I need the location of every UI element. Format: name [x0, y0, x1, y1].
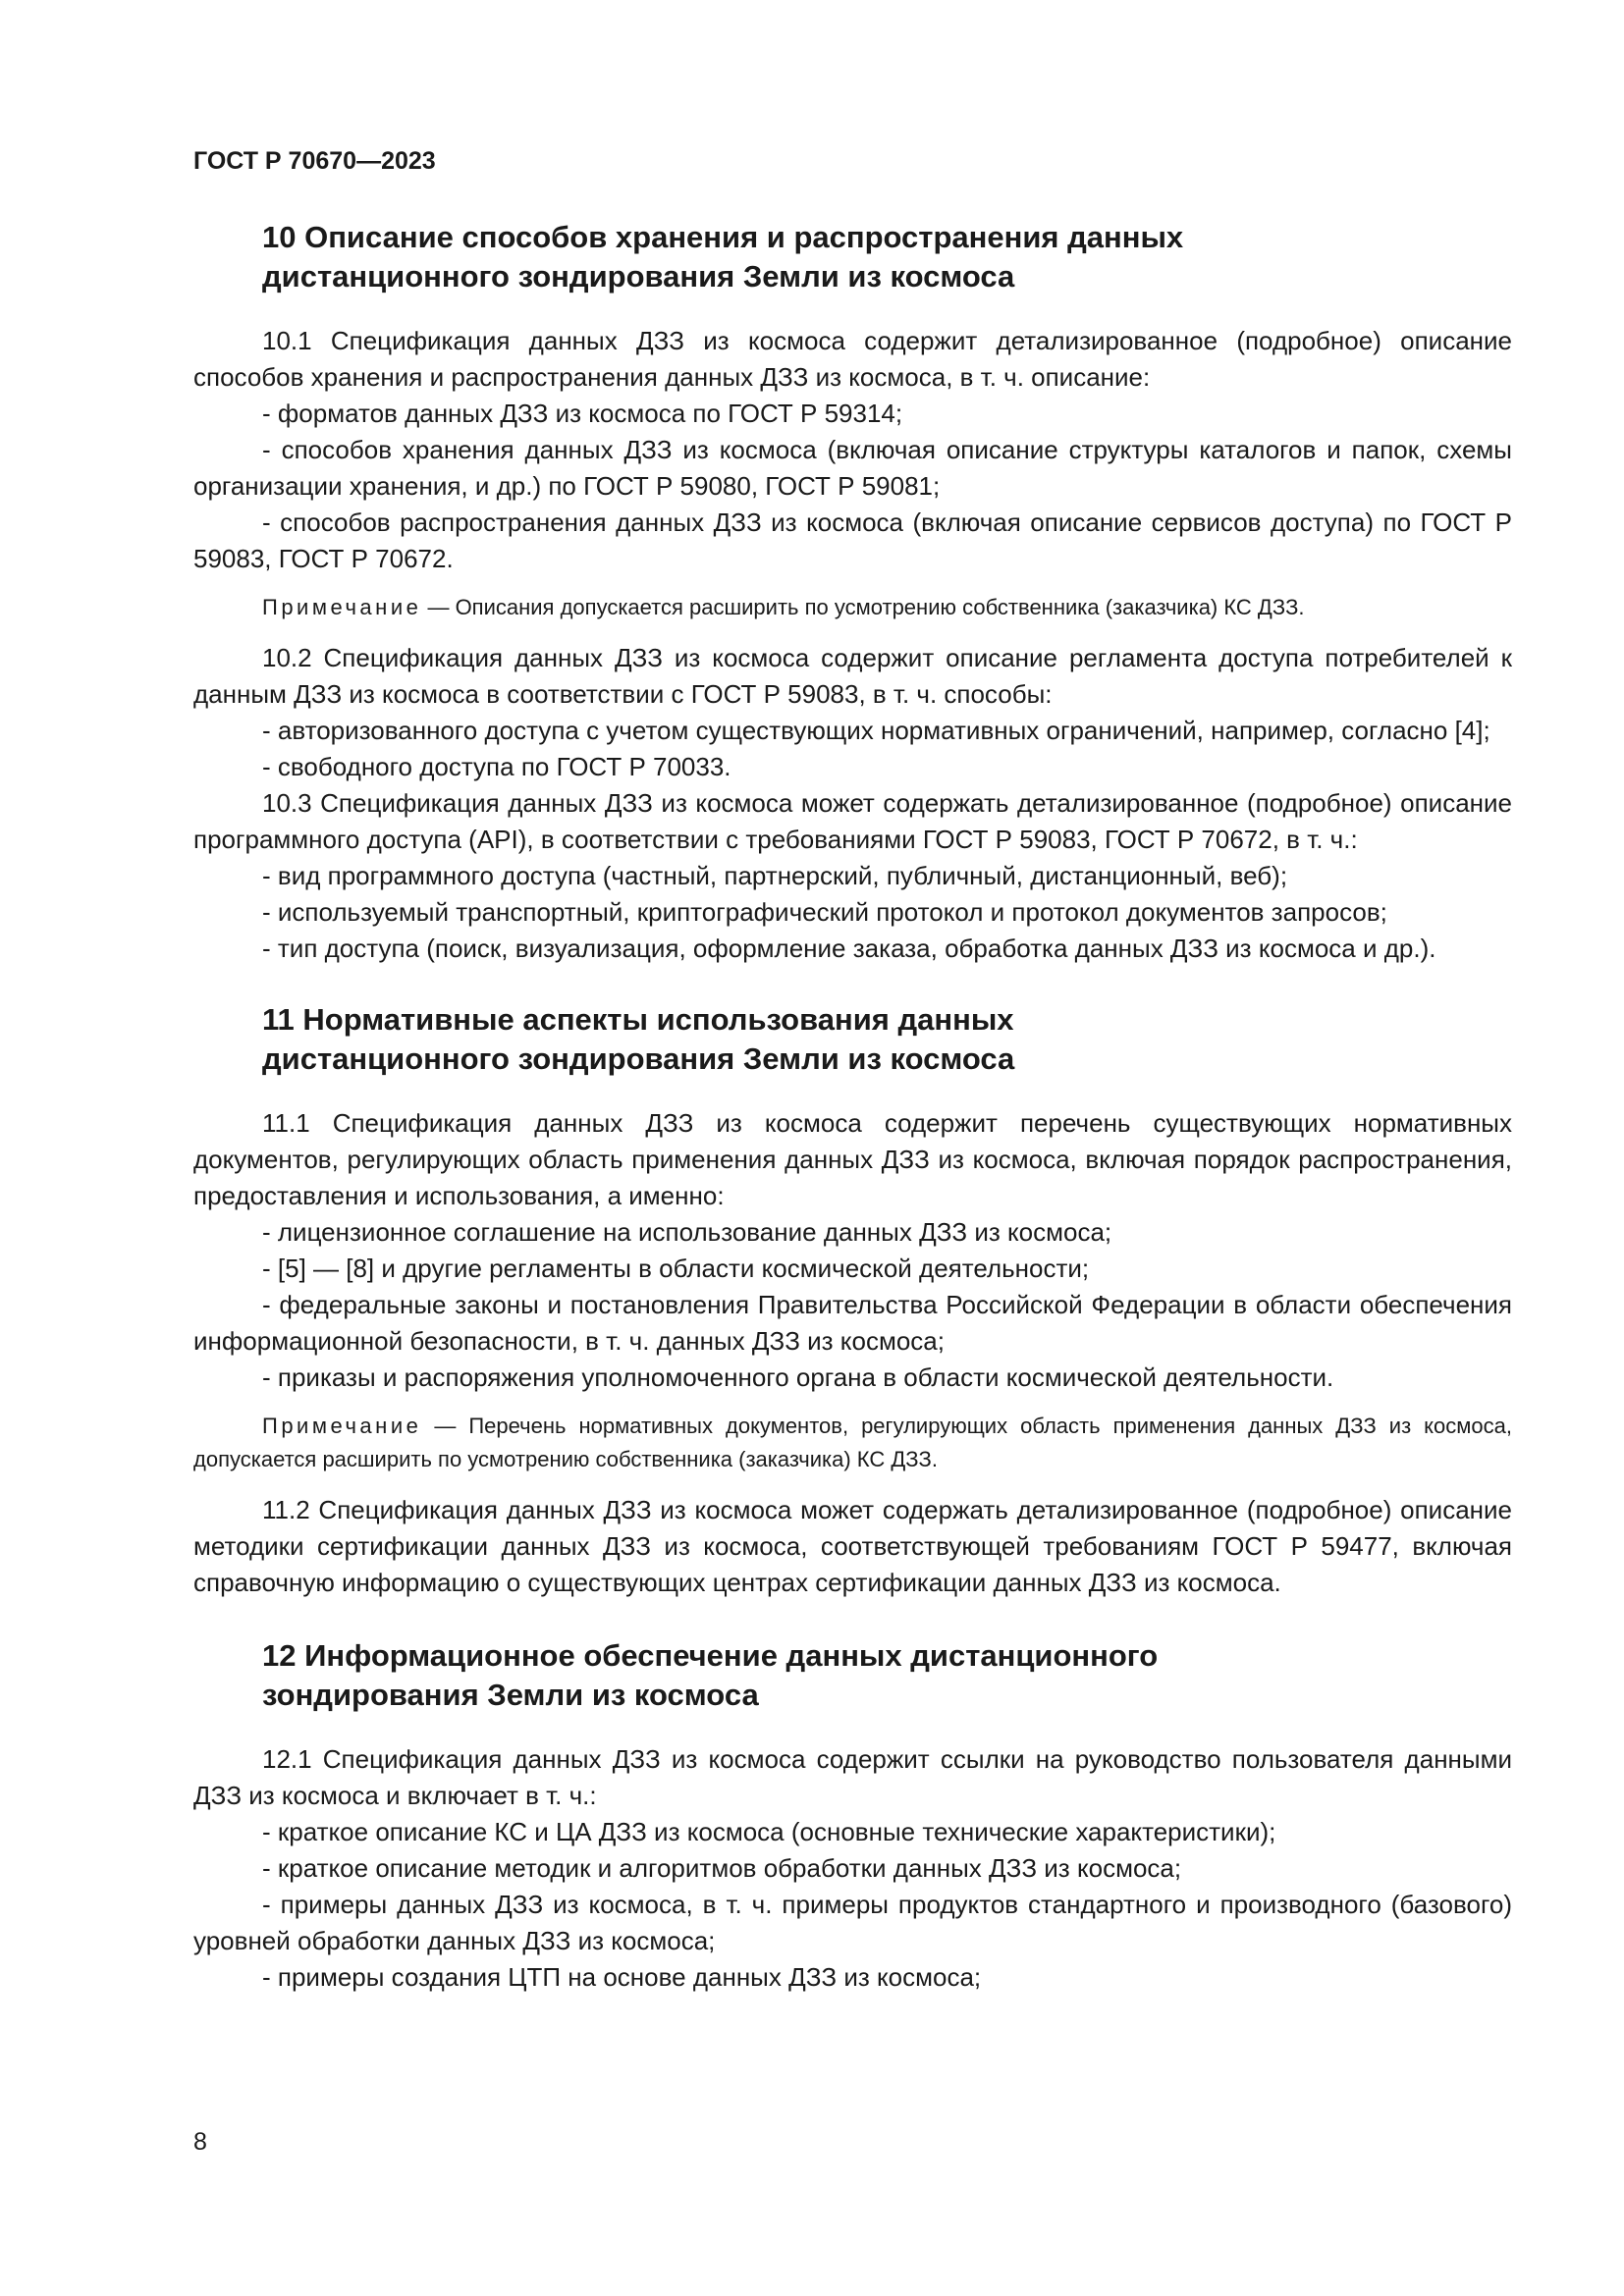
section-12-heading-line1: 12 Информационное обеспечение данных дистанционного: [262, 1638, 1159, 1673]
list-item: - лицензионное соглашение на использование данных ДЗЗ из космоса;: [262, 1217, 1112, 1247]
paragraph-11-2: 11.2 Спецификация данных ДЗЗ из космоса может содержать детализированное (подробное) описание методики сертификации данных ДЗЗ из космоса, соответствующей требованиям ГОСТ Р 59477, включая справочную информацию о существующих центрах сертификации данных ДЗЗ из космоса.: [193, 1495, 1512, 1597]
paragraph-12-1: 12.1 Спецификация данных ДЗЗ из космоса содержит ссылки на руководство пользователя данными ДЗЗ из космоса и включает в т. ч.:: [193, 1744, 1512, 1810]
paragraph-11-1: 11.1 Спецификация данных ДЗЗ из космоса содержит перечень существующих нормативных документов, регулирующих область применения данных ДЗЗ из космоса, включая порядок распространения, предоставления и использования, а именно:: [193, 1108, 1512, 1210]
list-item: - [5] — [8] и другие регламенты в области космической деятельности;: [262, 1254, 1090, 1283]
list-item: - используемый транспортный, криптографический протокол и протокол документов запросов;: [262, 897, 1387, 927]
note-text: — Перечень нормативных документов, регулирующих область применения данных ДЗЗ из космоса, допускается расширить по усмотрению собственника (заказчика) КС ДЗЗ.: [193, 1414, 1512, 1471]
list-item: - способов распространения данных ДЗЗ из космоса (включая описание сервисов доступа) по ГОСТ Р 59083, ГОСТ Р 70672.: [193, 507, 1512, 573]
note-label: Примечание: [262, 1414, 422, 1438]
paragraph-10-1: 10.1 Спецификация данных ДЗЗ из космоса содержит детализированное (подробное) описание способов хранения и распространения данных ДЗЗ из космоса, в т. ч. описание:: [193, 326, 1512, 392]
list-item: - примеры создания ЦТП на основе данных ДЗЗ из космоса;: [262, 1962, 982, 1992]
section-10-heading-line2: дистанционного зондирования Земли из космоса: [262, 259, 1015, 294]
list-item: - форматов данных ДЗЗ из космоса по ГОСТ Р 59314;: [262, 399, 903, 428]
list-item: - краткое описание методик и алгоритмов обработки данных ДЗЗ из космоса;: [262, 1853, 1182, 1883]
section-12-heading-line2: зондирования Земли из космоса: [262, 1678, 759, 1712]
section-11-heading: [262, 1000, 1512, 1079]
list-item: - приказы и распоряжения уполномоченного органа в области космической деятельности.: [262, 1362, 1334, 1392]
list-item: - вид программного доступа (частный, партнерский, публичный, дистанционный, веб);: [262, 861, 1288, 890]
note-label: Примечание: [262, 595, 422, 619]
section-12-heading: [262, 1636, 1512, 1715]
section-10-heading-line1: 10 Описание способов хранения и распространения данных: [262, 220, 1184, 254]
list-item: - авторизованного доступа с учетом существующих нормативных ограничений, например, согласно [4];: [262, 716, 1490, 745]
note-10: [193, 591, 1512, 624]
section-11-heading-line1: 11 Нормативные аспекты использования данных: [262, 1002, 1014, 1037]
list-item: - федеральные законы и постановления Правительства Российской Федерации в области обеспечения информационной безопасности, в т. ч. данных ДЗЗ из космоса;: [193, 1290, 1512, 1356]
section-11-heading-line2: дистанционного зондирования Земли из космоса: [262, 1041, 1015, 1076]
list-item: - способов хранения данных ДЗЗ из космоса (включая описание структуры каталогов и папок, схемы организации хранения, и др.) по ГОСТ Р 59080, ГОСТ Р 59081;: [193, 435, 1512, 501]
list-item: - тип доступа (поиск, визуализация, оформление заказа, обработка данных ДЗЗ из космоса и др.).: [262, 934, 1436, 963]
page-content: [193, 218, 1512, 1996]
note-text: — Описания допускается расширить по усмотрению собственника (заказчика) КС ДЗЗ.: [421, 595, 1305, 619]
note-11: [193, 1410, 1512, 1476]
document-header-id: ГОСТ Р 70670—2023: [193, 147, 436, 175]
list-item: - свободного доступа по ГОСТ Р 70033.: [262, 752, 731, 781]
paragraph-10-3: 10.3 Спецификация данных ДЗЗ из космоса может содержать детализированное (подробное) описание программного доступа (API), в соответствии с требованиями ГОСТ Р 59083, ГОСТ Р 70672, в т. ч.:: [193, 788, 1512, 854]
list-item: - примеры данных ДЗЗ из космоса, в т. ч. примеры продуктов стандартного и производного (базового) уровней обработки данных ДЗЗ из космоса;: [193, 1890, 1512, 1955]
paragraph-10-2: 10.2 Спецификация данных ДЗЗ из космоса содержит описание регламента доступа потребителей к данным ДЗЗ из космоса в соответствии с ГОСТ Р 59083, в т. ч. способы:: [193, 643, 1512, 709]
page-number: 8: [193, 2128, 207, 2156]
list-item: - краткое описание КС и ЦА ДЗЗ из космоса (основные технические характеристики);: [262, 1817, 1276, 1846]
section-10-heading: [262, 218, 1512, 296]
